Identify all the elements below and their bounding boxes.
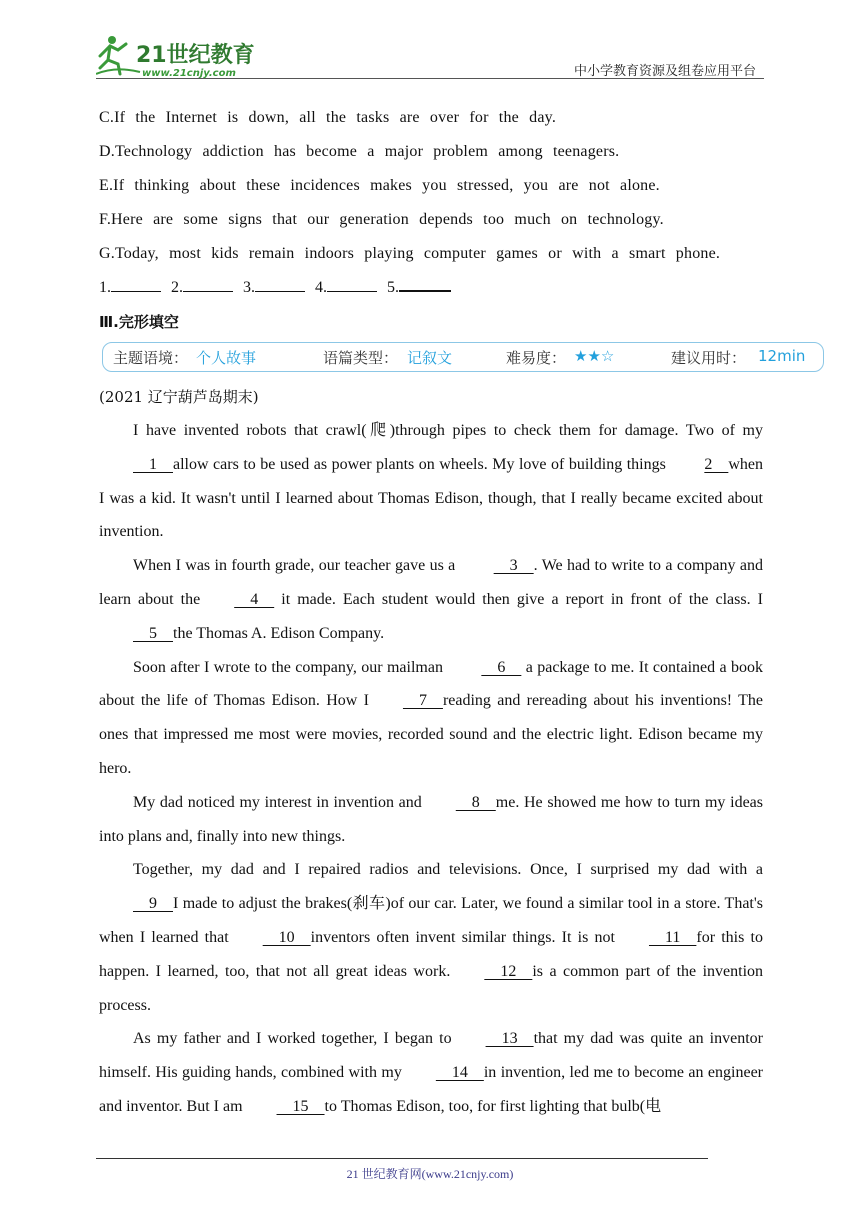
runner-icon	[96, 36, 140, 74]
text-run: me. He showed me how to turn my ideas into plans and, finally into new things.	[99, 793, 763, 845]
blank-6[interactable]: 6	[481, 658, 522, 676]
difficulty-stars: ★★☆	[574, 347, 615, 365]
blank-11[interactable]: 11	[648, 928, 697, 946]
topic-label: 主题语境：	[113, 349, 189, 367]
text-run: the Thomas A. Edison Company.	[173, 624, 385, 642]
text-run: reading and rereading about his inventions! The ones that impressed me most were movies, recorded sound and the electric light. Edison became my hero.	[99, 692, 764, 777]
text-run: for this to happen. I learned, too, that not all great ideas work.	[99, 928, 764, 980]
answer-label-2: 2.	[171, 279, 183, 296]
paragraph-5	[99, 853, 763, 1022]
text-run: My dad noticed my interest in invention and	[133, 793, 422, 811]
time-value: 12min	[758, 347, 806, 365]
option-c: C.If the Internet is down, all the tasks are over for the day.	[99, 109, 557, 126]
answer-label-3: 3.	[243, 279, 255, 296]
text-run: I have invented robots that crawl(爬)through pipes to check them for damage. Two of my	[133, 422, 763, 439]
paragraph-1	[99, 414, 763, 549]
answer-blank-4[interactable]	[327, 273, 377, 292]
text-run: it made. Each student would then give a report in front of the class. I	[274, 590, 763, 608]
info-bar	[102, 342, 824, 372]
footer-divider	[96, 1158, 708, 1159]
text-run: in invention, led me to become an engineer and inventor. But I am	[99, 1064, 764, 1115]
genre-value: 记叙文	[407, 349, 453, 367]
header-divider	[96, 78, 764, 79]
text-run: I made to adjust the brakes(刹车)of our car. Later, we found a similar tool in a store. That's when I learned that	[99, 895, 763, 946]
cloze-passage	[99, 414, 763, 1124]
source-note: (2021 辽宁葫芦岛期末)	[99, 388, 259, 406]
blank-7[interactable]: 7	[402, 692, 443, 710]
answer-label-4: 4.	[315, 279, 327, 296]
time-label: 建议用时：	[671, 349, 747, 367]
blank-15[interactable]: 15	[276, 1097, 325, 1115]
text-run: when I was a kid. It wasn't until I learned about Thomas Edison, though, that I really became excited about invention.	[99, 455, 763, 541]
text-run: is a common part of the invention process.	[99, 962, 764, 1014]
blank-5[interactable]: 5	[133, 624, 173, 642]
paragraph-2	[99, 549, 763, 650]
section-title: Ⅲ.完形填空	[99, 313, 179, 331]
text-run: inventors often invent similar things. It is not	[310, 928, 615, 946]
option-d: D.Technology addiction has become a major problem among teenagers.	[99, 143, 620, 160]
blank-13[interactable]: 13	[485, 1030, 534, 1048]
blank-12[interactable]: 12	[484, 962, 533, 980]
text-run: allow cars to be used as power plants on wheels. My love of building things	[173, 455, 671, 473]
answer-blank-2[interactable]	[183, 273, 233, 292]
logo-url: www.21cnjy.com	[142, 68, 236, 79]
option-g: G.Today, most kids remain indoors playing computer games or with a smart phone.	[99, 245, 721, 262]
answer-blank-3[interactable]	[255, 273, 305, 292]
genre-label: 语篇类型：	[323, 349, 399, 367]
blank-8[interactable]: 8	[455, 793, 496, 811]
answer-label-1: 1.	[99, 279, 111, 296]
blank-10[interactable]: 10	[262, 928, 311, 946]
text-run: . We had to write to a company and learn about the	[99, 557, 764, 608]
blank-4[interactable]: 4	[234, 590, 275, 608]
logo-text: 21世纪教育	[136, 43, 255, 68]
difficulty-label: 难易度：	[506, 349, 567, 367]
text-run: that my dad was quite an inventor himself. His guiding hands, combined with my	[99, 1030, 763, 1082]
footer-text[interactable]: 21 世纪教育网(www.21cnjy.com)	[346, 1167, 514, 1181]
answer-label-5: 5.	[387, 279, 399, 296]
option-e: E.If thinking about these incidences makes you stressed, you are not alone.	[99, 177, 660, 194]
blank-9[interactable]: 9	[133, 895, 173, 913]
page-header	[0, 0, 860, 90]
option-f: F.Here are some signs that our generation depends too much on technology.	[99, 211, 664, 228]
paragraph-3	[99, 651, 763, 786]
logo	[96, 34, 266, 80]
answer-blank-1[interactable]	[111, 273, 161, 292]
options-block	[99, 101, 763, 339]
blank-3[interactable]: 3	[493, 557, 534, 575]
answer-blank-5[interactable]	[399, 272, 451, 292]
blank-14[interactable]: 14	[435, 1064, 484, 1082]
blank-1[interactable]: 1	[133, 455, 173, 473]
topic-value: 个人故事	[196, 349, 257, 367]
text-run: a package to me. It contained a book about the life of Thomas Edison. How I	[99, 658, 763, 710]
answer-blanks	[99, 271, 763, 305]
text-run: Together, my dad and I repaired radios and televisions. Once, I surprised my dad with a	[133, 861, 763, 879]
paragraph-4	[99, 786, 763, 854]
text-run: Soon after I wrote to the company, our mailman	[133, 658, 448, 676]
platform-label: 中小学教育资源及组卷应用平台	[573, 64, 756, 79]
text-run: to Thomas Edison, too, for first lighting that bulb(电	[324, 1097, 662, 1115]
text-run: When I was in fourth grade, our teacher gave us a	[133, 557, 460, 575]
paragraph-6	[99, 1022, 763, 1123]
blank-2[interactable]: 2	[704, 455, 729, 473]
text-run: As my father and I worked together, I began to	[133, 1030, 452, 1048]
